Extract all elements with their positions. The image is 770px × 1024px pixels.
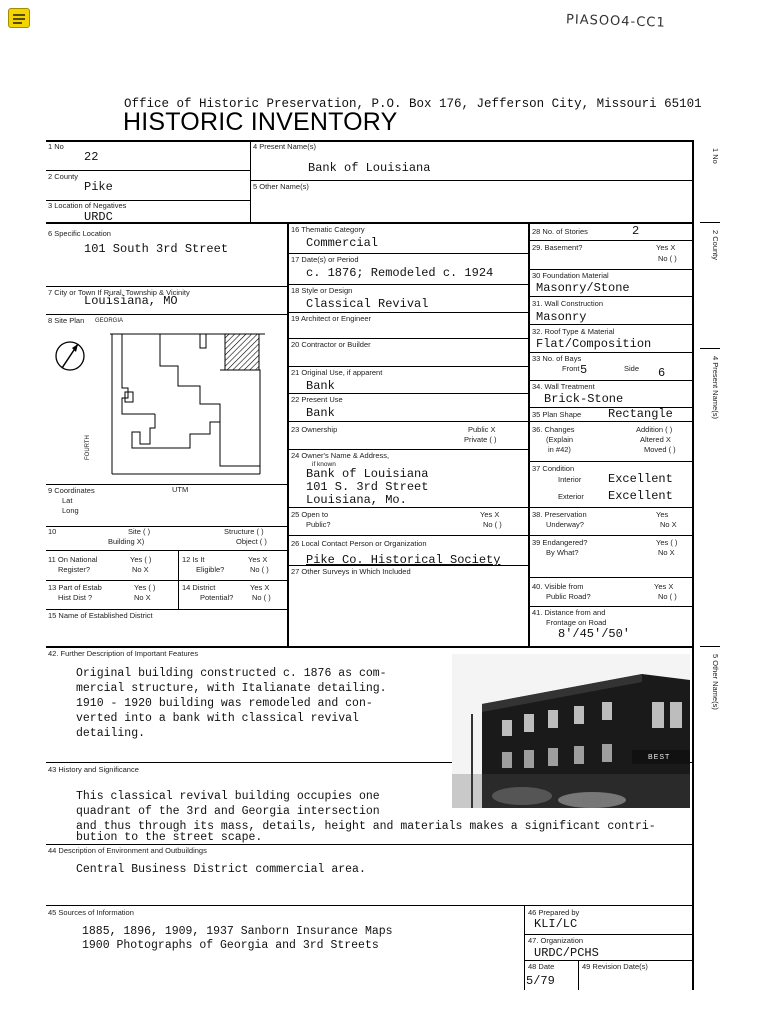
site-site[interactable]: Site ( ) xyxy=(128,527,151,536)
eligible-yes[interactable]: Yes X xyxy=(248,555,268,564)
history-text[interactable] xyxy=(76,789,656,845)
negatives-label: 3 Location of Negatives xyxy=(48,201,127,210)
part-of-district-label1: 13 Part of Estab xyxy=(48,583,102,592)
organization-label: 47. Organization xyxy=(528,936,584,945)
bays-front-value[interactable]: 5 xyxy=(580,363,588,377)
date-label: 48 Date xyxy=(528,962,555,971)
present-name-label: 4 Present Name(s) xyxy=(253,142,316,151)
history-line: This classical revival building occupies one xyxy=(76,790,380,803)
condition-exterior-value[interactable]: Excellent xyxy=(608,489,673,503)
changes-moved[interactable]: Moved ( ) xyxy=(644,445,676,454)
open-no[interactable]: No ( ) xyxy=(483,520,502,529)
negatives-value[interactable]: URDC xyxy=(84,210,113,224)
description-line: 1910 - 1920 building was remodeled and con- xyxy=(76,697,373,710)
coordinates-label: 9 Coordinates xyxy=(48,486,95,495)
sources-line2[interactable]: 1900 Photographs of Georgia and 3rd Streets xyxy=(82,939,379,952)
endangered-label1: 39 Endangered? xyxy=(532,538,588,547)
owner-line1[interactable]: Bank of Louisiana xyxy=(306,467,429,481)
side-label-present-name: 4 Present Name(s) xyxy=(711,356,720,419)
location-label: 6 Specific Location xyxy=(48,229,111,238)
national-register-no[interactable]: No X xyxy=(132,565,149,574)
county-label: 2 County xyxy=(48,172,79,181)
side-label-no: 1 No xyxy=(711,148,720,164)
county-value[interactable]: Pike xyxy=(84,180,113,194)
changes-addition[interactable]: Addition ( ) xyxy=(636,425,673,434)
eligible-label2: Eligible? xyxy=(196,565,225,574)
owner-line3[interactable]: Louisiana, Mo. xyxy=(306,493,407,507)
part-of-district-yes[interactable]: Yes ( ) xyxy=(134,583,156,592)
owner-line2[interactable]: 101 S. 3rd Street xyxy=(306,480,429,494)
endangered-no[interactable]: No X xyxy=(658,548,675,557)
no-value[interactable]: 22 xyxy=(84,150,99,164)
organization-value[interactable]: URDC/PCHS xyxy=(534,946,599,960)
photo-sign: BEST xyxy=(648,754,671,761)
style-label: 18 Style or Design xyxy=(291,286,353,295)
visible-label1: 40. Visible from xyxy=(532,582,584,591)
history-line: and thus through its mass, details, height and materials makes a significant contri- xyxy=(76,820,656,833)
bays-front: Front xyxy=(562,364,580,373)
ownership-public[interactable]: Public X xyxy=(468,425,496,434)
office-address: Office of Historic Preservation, P.O. Box 176, Jefferson City, Missouri 65101 xyxy=(124,97,702,111)
site-no: 10 xyxy=(48,527,57,536)
district-potential-no[interactable]: No ( ) xyxy=(252,593,271,602)
prepared-by-label: 46 Prepared by xyxy=(528,908,580,917)
note-icon[interactable] xyxy=(8,8,30,28)
surveys-label: 27 Other Surveys in Which Included xyxy=(291,567,411,576)
present-name-value[interactable]: Bank of Louisiana xyxy=(308,161,431,175)
changes-label: 36. Changes xyxy=(532,425,575,434)
dates-label: 17 Date(s) or Period xyxy=(291,255,359,264)
open-yes[interactable]: Yes X xyxy=(480,510,500,519)
description-line: detailing. xyxy=(76,727,146,740)
preservation-no[interactable]: No X xyxy=(660,520,677,529)
history-line: quadrant of the 3rd and Georgia intersection xyxy=(76,805,380,818)
condition-interior: Interior xyxy=(558,475,582,484)
condition-label: 37 Condition xyxy=(532,464,575,473)
ownership-private[interactable]: Private ( ) xyxy=(464,435,497,444)
present-use-label: 22 Present Use xyxy=(291,395,343,404)
form-title: HISTORIC INVENTORY xyxy=(123,108,398,136)
plan-shape-value[interactable]: Rectangle xyxy=(608,407,673,421)
foundation-label: 30 Foundation Material xyxy=(532,271,609,280)
architect-label: 19 Architect or Engineer xyxy=(291,314,372,323)
bays-side-value[interactable]: 6 xyxy=(658,366,666,380)
district-potential-yes[interactable]: Yes X xyxy=(250,583,270,592)
thematic-label: 16 Thematic Category xyxy=(291,225,365,234)
original-use-label: 21 Original Use, if apparent xyxy=(291,368,383,377)
location-value[interactable]: 101 South 3rd Street xyxy=(84,242,229,256)
site-building[interactable]: Building X) xyxy=(108,537,145,546)
coordinates-lat: Lat xyxy=(62,496,73,505)
bays-side: Side xyxy=(624,364,640,373)
part-of-district-label2: Hist Dist ? xyxy=(58,593,93,602)
description-line: Original building constructed c. 1876 as com- xyxy=(76,667,387,680)
eligible-no[interactable]: No ( ) xyxy=(250,565,269,574)
part-of-district-no[interactable]: No X xyxy=(134,593,151,602)
roof-label: 32. Roof Type & Material xyxy=(532,327,615,336)
roof-value[interactable]: Flat/Composition xyxy=(536,337,652,351)
national-register-yes[interactable]: Yes ( ) xyxy=(130,555,152,564)
eligible-label1: 12 Is It xyxy=(182,555,205,564)
changes-altered[interactable]: Altered X xyxy=(640,435,671,444)
description-text[interactable] xyxy=(76,666,387,741)
site-plan-street-top: GEORGIA xyxy=(95,318,124,324)
no-label: 1 No xyxy=(48,142,64,151)
basement-no[interactable]: No ( ) xyxy=(658,254,677,263)
prepared-by-value[interactable]: KLI/LC xyxy=(534,917,578,931)
national-register-label2: Register? xyxy=(58,565,91,574)
ownership-label: 23 Ownership xyxy=(291,425,338,434)
owner-label-sub: if known xyxy=(312,461,336,468)
history-label: 43 History and Significance xyxy=(48,765,139,774)
basement-yes[interactable]: Yes X xyxy=(656,243,676,252)
contact-value[interactable]: Pike Co. Historical Society xyxy=(306,553,501,567)
national-register-label1: 11 On National xyxy=(48,555,98,564)
other-names-label: 5 Other Name(s) xyxy=(253,182,309,191)
bays-label: 33 No. of Bays xyxy=(532,354,582,363)
stories-label: 28 No. of Stories xyxy=(532,227,588,236)
dates-value[interactable]: c. 1876; Remodeled c. 1924 xyxy=(306,266,494,280)
preservation-yes[interactable]: Yes xyxy=(656,510,669,519)
sources-label: 45 Sources of Information xyxy=(48,908,134,917)
coordinates-long: Long xyxy=(62,506,79,515)
preservation-label2: Underway? xyxy=(546,520,584,529)
history-line: bution to the street scape. xyxy=(76,831,263,844)
endangered-label2: By What? xyxy=(546,548,579,557)
contact-label: 26 Local Contact Person or Organization xyxy=(291,539,427,548)
condition-exterior: Exterior xyxy=(558,492,584,501)
endangered-yes[interactable]: Yes ( ) xyxy=(656,538,678,547)
sources-line1[interactable]: 1885, 1896, 1909, 1937 Sanborn Insurance Maps xyxy=(82,925,393,938)
wall-value[interactable]: Masonry xyxy=(536,310,587,324)
city-value[interactable]: Louisiana, MO xyxy=(84,294,178,308)
site-object[interactable]: Object ( ) xyxy=(236,537,267,546)
environment-value[interactable]: Central Business District commercial area. xyxy=(76,863,366,876)
building-photo xyxy=(452,654,690,808)
city-label: 7 City or Town If Rural, Township & Vicinity xyxy=(48,288,190,297)
thematic-value[interactable]: Commercial xyxy=(306,236,379,250)
style-value[interactable]: Classical Revival xyxy=(306,297,429,311)
description-label: 42. Further Description of Important Features xyxy=(48,649,199,658)
environment-label: 44 Description of Environment and Outbuildings xyxy=(48,846,207,855)
district-potential-label2: Potential? xyxy=(200,593,234,602)
revision-label: 49 Revision Date(s) xyxy=(582,962,648,971)
site-plan-label: 8 Site Plan xyxy=(48,316,85,325)
visible-yes[interactable]: Yes X xyxy=(654,582,674,591)
stories-value[interactable]: 2 xyxy=(632,224,640,238)
owner-label: 24 Owner's Name & Address, xyxy=(291,451,390,460)
present-use-value[interactable]: Bank xyxy=(306,406,335,420)
preservation-label1: 38. Preservation xyxy=(532,510,587,519)
basement-label: 29. Basement? xyxy=(532,243,583,252)
plan-shape-label: 35 Plan Shape xyxy=(532,410,582,419)
distance-label1: 41. Distance from and xyxy=(532,608,606,617)
distance-label2: Frontage on Road xyxy=(546,618,607,627)
description-line: verted into a bank with classical revival xyxy=(76,712,359,725)
district-name-label: 15 Name of Established District xyxy=(48,611,153,620)
changes-explain: (Explain xyxy=(546,435,574,444)
wall-treatment-value[interactable]: Brick-Stone xyxy=(544,392,624,406)
open-label2: Public? xyxy=(306,520,331,529)
changes-in42: in #42) xyxy=(548,445,571,454)
contractor-label: 20 Contractor or Builder xyxy=(291,340,371,349)
site-plan-street-side: FOURTH xyxy=(85,435,91,460)
site-structure[interactable]: Structure ( ) xyxy=(224,527,264,536)
condition-interior-value[interactable]: Excellent xyxy=(608,472,673,486)
description-line: mercial structure, with Italianate detailing. xyxy=(76,682,387,695)
visible-no[interactable]: No ( ) xyxy=(658,592,677,601)
coordinates-utm: UTM xyxy=(172,485,189,494)
visible-label2: Public Road? xyxy=(546,592,591,601)
district-potential-label1: 14 District xyxy=(182,583,216,592)
side-label-other-name: 5 Other Name(s) xyxy=(711,654,720,710)
wall-label: 31. Wall Construction xyxy=(532,299,604,308)
foundation-value[interactable]: Masonry/Stone xyxy=(536,281,630,295)
distance-value[interactable]: 8'/45'/50' xyxy=(558,627,631,641)
side-label-county: 2 County xyxy=(711,230,720,261)
wall-treatment-label: 34. Wall Treatment xyxy=(532,382,595,391)
original-use-value[interactable]: Bank xyxy=(306,379,335,393)
handwritten-id: PIASOO4-CC1 xyxy=(565,12,666,31)
open-label1: 25 Open to xyxy=(291,510,329,519)
date-value[interactable]: 5/79 xyxy=(526,974,555,988)
